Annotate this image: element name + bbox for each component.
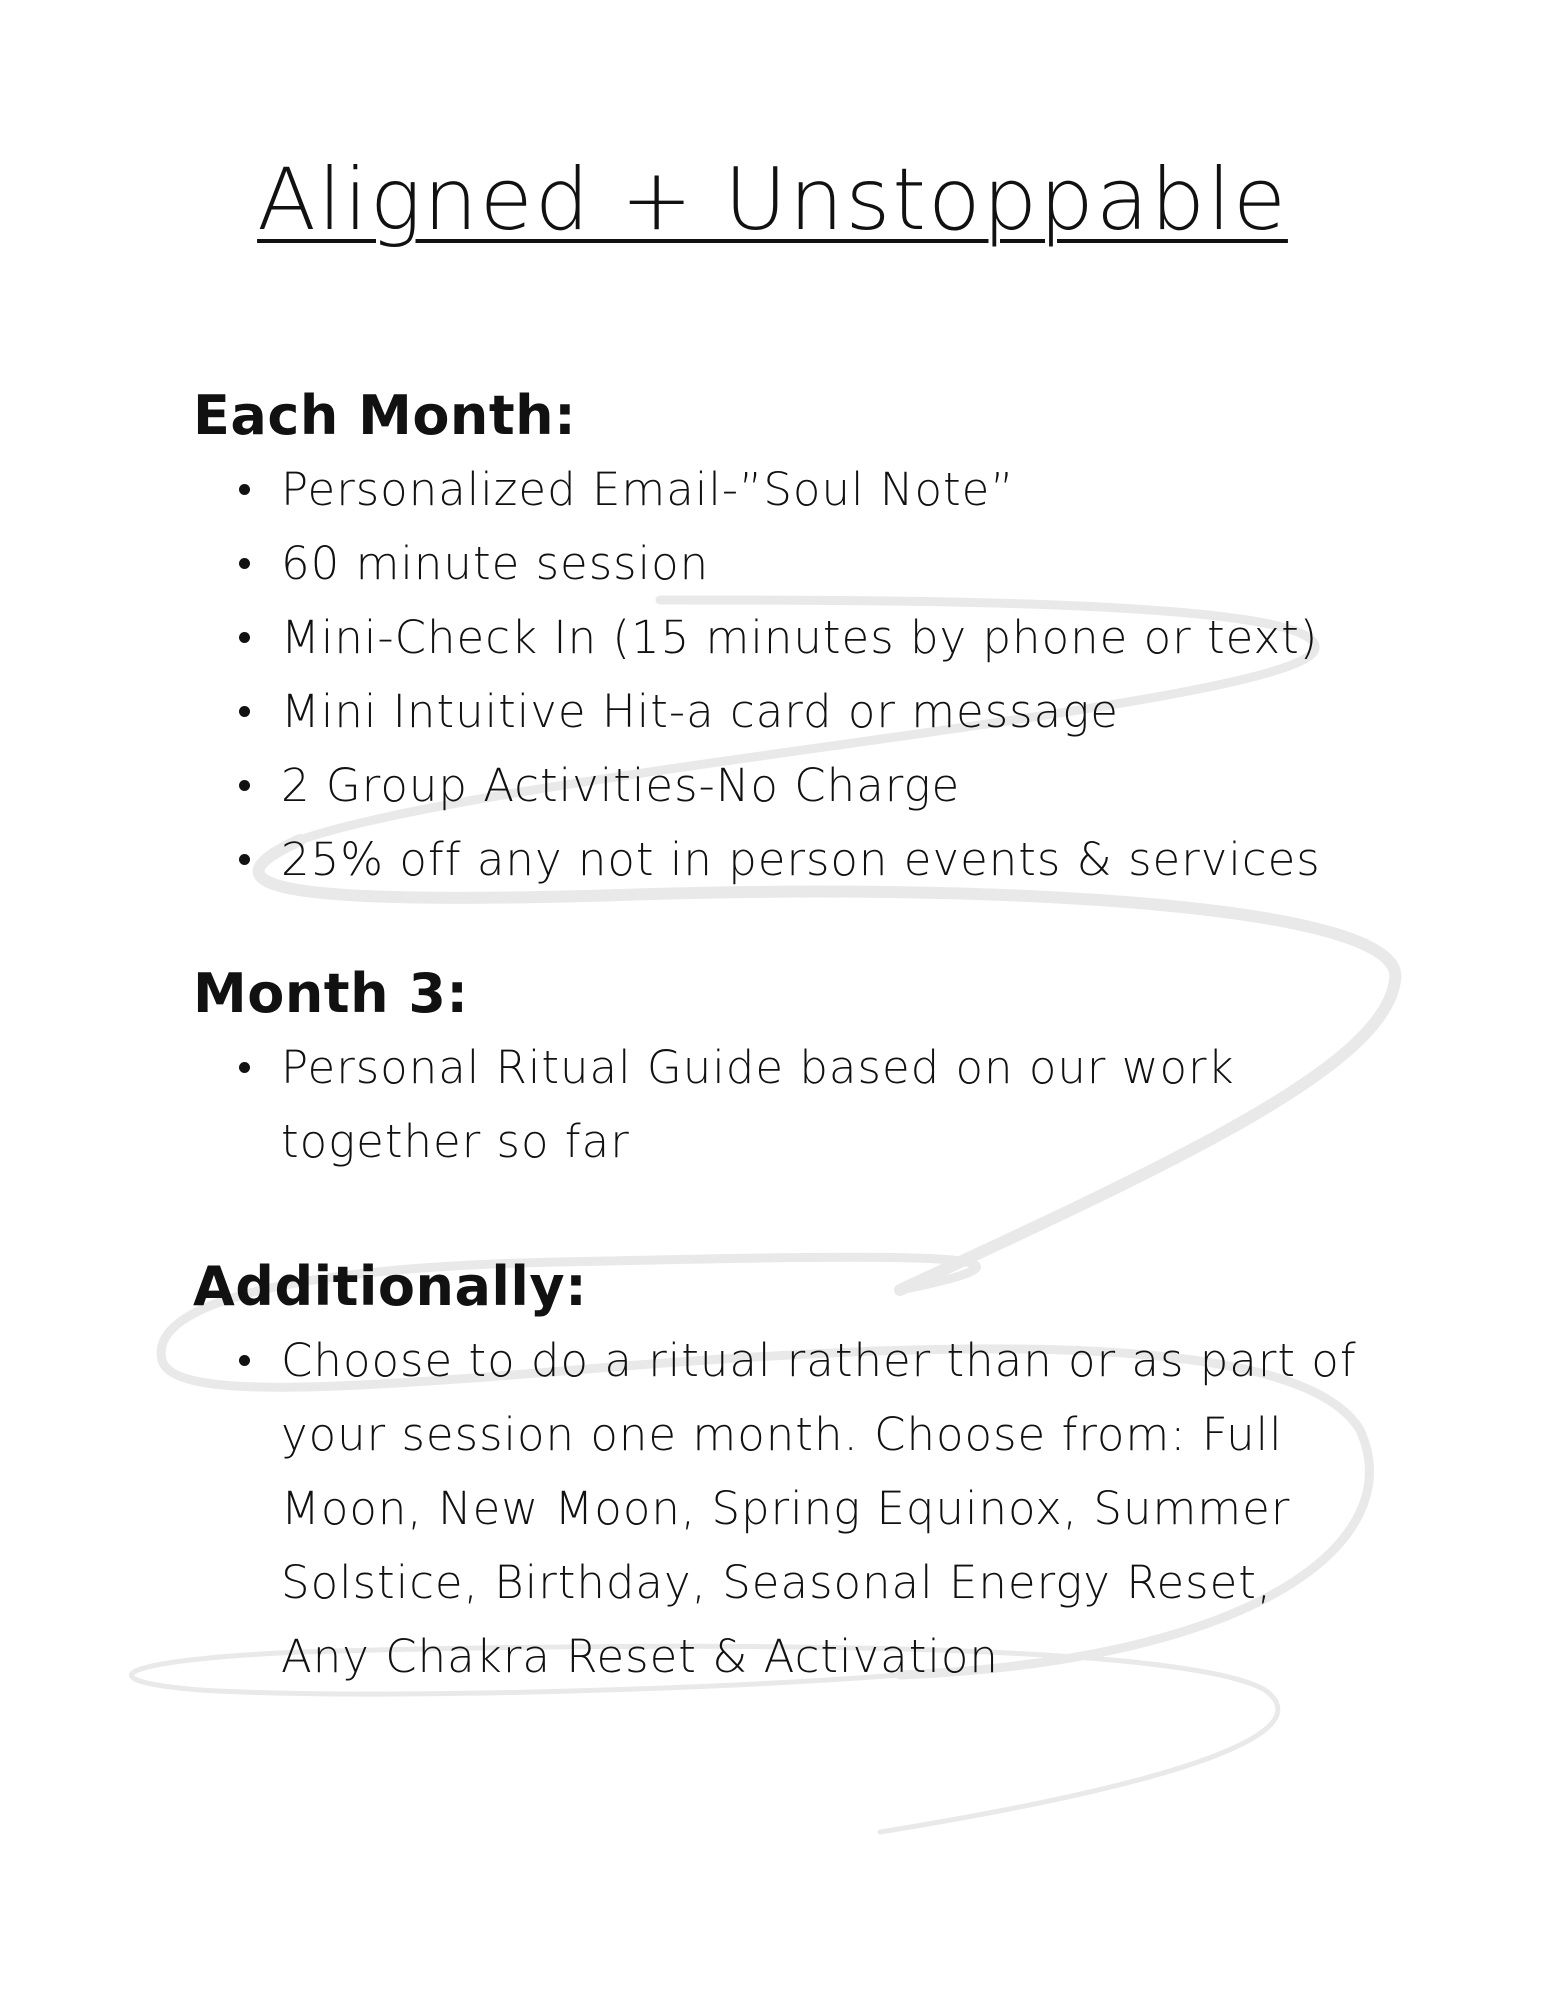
list-item (281, 823, 1373, 897)
section-heading: Month 3: (193, 962, 469, 1025)
list-item (281, 749, 1373, 823)
bullet-icon (239, 1355, 250, 1366)
list-item (281, 601, 1373, 675)
bullet-icon (239, 780, 250, 791)
bullet-list (193, 1324, 1373, 1694)
list-item (281, 453, 1373, 527)
list-item-text: 60 minute session (281, 537, 710, 590)
list-item-text: Mini Intuitive Hit-a card or message (281, 685, 1119, 738)
bullet-icon (239, 1062, 250, 1073)
section-heading: Additionally: (193, 1255, 588, 1318)
bullet-list (193, 1031, 1373, 1179)
bullet-icon (239, 854, 250, 865)
bullet-icon (239, 706, 250, 717)
list-item-text: Personalized Email-”Soul Note” (281, 463, 1015, 516)
section-additionally (193, 1255, 1373, 1694)
list-item-text: 25% off any not in person events & services (281, 833, 1321, 886)
list-item-text: 2 Group Activities-No Charge (281, 759, 961, 812)
section-month-3 (193, 962, 1373, 1179)
list-item (281, 1031, 1373, 1179)
list-item-text: Choose to do a ritual rather than or as part of your session one month. Choose from: Full Moon, New Moon, Spring Equinox, Summer Solstice, Birthday, Seasonal Energy Reset, Any Chakra Reset & Activation (281, 1334, 1357, 1683)
section-each-month (193, 384, 1373, 897)
bullet-icon (239, 632, 250, 643)
bullet-icon (239, 558, 250, 569)
list-item (281, 675, 1373, 749)
list-item (281, 527, 1373, 601)
list-item-text: Mini-Check In (15 minutes by phone or text) (281, 611, 1319, 664)
list-item-text: Personal Ritual Guide based on our work together so far (281, 1041, 1235, 1168)
bullet-icon (239, 484, 250, 495)
list-item (281, 1324, 1373, 1694)
page-title: Aligned + Unstoppable (257, 150, 1288, 250)
section-heading: Each Month: (193, 384, 577, 447)
bullet-list (193, 453, 1373, 897)
